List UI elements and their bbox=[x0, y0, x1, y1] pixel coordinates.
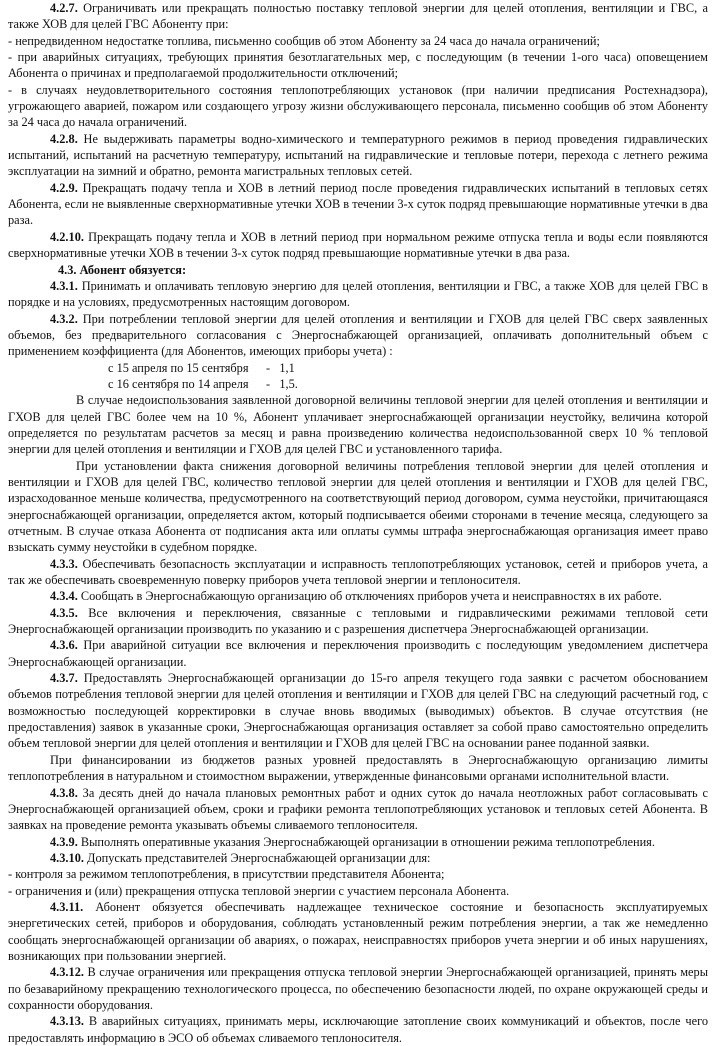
section-4-3-part2 bbox=[8, 392, 708, 1046]
paragraph-p427b bbox=[8, 49, 708, 82]
clause-text: - непредвиденном недостатке топлива, письменно сообщив об этом Абоненту за 24 часа до начала ограничений; bbox=[8, 33, 600, 48]
clause-text: Допускать представителей Энергоснабжающей организации для: bbox=[83, 850, 431, 865]
clause-text: - в случаях неудовлетворительного состояния теплопотребляющих установок (при наличии предписания Ростехнадзора), угрожающего аварией, пожаром или создающего угрозу жизни обслуживающего персонала, письменно сообщив об этом Абоненту за 24 часа до начала ограничений. bbox=[8, 82, 708, 130]
paragraph-p437 bbox=[8, 670, 708, 752]
clause-number: 4.2.9. bbox=[50, 180, 78, 195]
paragraph-p432b bbox=[8, 392, 708, 457]
clause-text: - при аварийных ситуациях, требующих принятия безотлагательных мер, с последующим (в течении 1-ого часа) оповещением Абонента о причинах и предполагаемой продолжительности отключений; bbox=[8, 50, 708, 81]
paragraph-p433 bbox=[8, 556, 708, 589]
paragraph-p4210 bbox=[8, 229, 708, 262]
clause-text: Выполнять оперативные указания Энергоснабжающей организации в отношении режима теплопотребления. bbox=[77, 834, 655, 849]
paragraph-p432c bbox=[8, 458, 708, 556]
clause-text: В случае ограничения или прекращения отпуска тепловой энергии Энергоснабжающей организацией, принять меры по безаварийному прекращению технологического процесса, по обеспечению безопасности людей, по охране окружающей среды и сохранности оборудования. bbox=[8, 965, 708, 1012]
clause-text: При финансировании из бюджетов разных уровней предоставлять в Энергоснабжающую организацию лимиты теплопотребления в натуральном и стоимостном выражении, утвержденные финансовыми органами исполнительной власти. bbox=[8, 752, 708, 784]
clause-number: 4.3.6. bbox=[50, 638, 78, 653]
clause-text: - ограничения и (или) прекращения отпуска тепловой энергии с участием персонала Абонента. bbox=[8, 883, 510, 898]
clause-text: Не выдерживать параметры водно-химического и температурного режимов в период проведения гидравлических испытаний, испытаний на расчетную температуру, испытаний на гидравлические и тепловые потери, перехода с летнего режима эксплуатации на зимний и обратно, ремонта магистральных тепловых сетей. bbox=[8, 131, 708, 179]
paragraph-p429 bbox=[8, 180, 708, 229]
paragraph-p4311 bbox=[8, 899, 708, 964]
clause-text: Все включения и переключения, связанные с тепловыми и гидравлическими режимами тепловой сети Энергоснабжающей организации производить по указанию и с разрешения диспетчера Энергоснабжающей организации. bbox=[8, 605, 708, 637]
clause-number: 4.3.11. bbox=[50, 899, 84, 914]
coefficient-value: - 1,1 bbox=[266, 360, 295, 375]
clause-number: 4.3.13. bbox=[50, 1014, 84, 1029]
clause-number: 4.3. Абонент обязуется: bbox=[58, 262, 187, 277]
clause-text: Абонент обязуется обеспечивать надлежащее техническое состояние и безопасность эксплуатируемых энергетических сетей, приборов и оборудования, соблюдать установленный режим потребления энергии, а так же немедленно сообщать энергоснабжающей организации об авариях, о пожарах, неисправностях приборов учета энергии и об иных нарушениях, возникающих при пользовании энергией. bbox=[8, 899, 708, 963]
clause-text: В аварийных ситуациях, принимать меры, исключающие затопление своих коммуникаций и объектов, после чего предоставлять информацию в ЭСО об объемах сливаемого теплоносителя. bbox=[8, 1014, 708, 1045]
coefficient-row-winter bbox=[108, 376, 708, 392]
coefficient-value: - 1,5. bbox=[266, 376, 298, 391]
clause-text: Принимать и оплачивать тепловую энергию для целей отопления, вентиляции и ГВС, а также ХОВ для целей ГВС в порядке и на условиях, предусмотренных настоящим договором. bbox=[8, 278, 708, 310]
paragraph-p428 bbox=[8, 131, 708, 180]
clause-number: 4.3.12. bbox=[50, 965, 84, 980]
clause-text: - контроля за режимом теплопотребления, в присутствии представителя Абонента; bbox=[8, 867, 445, 882]
clause-number: 4.2.10. bbox=[50, 229, 84, 244]
clause-number: 4.3.10. bbox=[50, 850, 84, 865]
clause-number: 4.3.9. bbox=[50, 834, 78, 849]
paragraph-p427c bbox=[8, 82, 708, 131]
paragraph-p4310 bbox=[8, 850, 708, 866]
paragraph-p431 bbox=[8, 278, 708, 311]
clause-text: Обеспечивать безопасность эксплуатации и исправность теплопотребляющих установок, сетей и приборов учета, а так же обеспечивать своевременную поверку приборов учета тепловой энергии и теплоносителя. bbox=[8, 556, 708, 588]
clause-number: 4.3.2. bbox=[50, 311, 78, 326]
coefficient-period: с 15 апреля по 15 сентября bbox=[108, 360, 249, 375]
paragraph-p4312 bbox=[8, 964, 708, 1013]
section-4-2-and-4-3-part1 bbox=[8, 0, 708, 360]
paragraph-p427 bbox=[8, 0, 708, 33]
clause-text: Прекращать подачу тепла и ХОВ в летний период после проведения гидравлических испытаний в тепловых сетях Абонента, если не выявленные сверхнормативные утечки ХОВ в течении 3-х суток подряд превышающие нормативные утечки в два раза. bbox=[8, 180, 708, 228]
paragraph-p4310b bbox=[8, 883, 708, 899]
paragraph-p4313 bbox=[8, 1013, 708, 1046]
paragraph-p436 bbox=[8, 637, 708, 670]
clause-number: 4.3.1. bbox=[50, 278, 78, 293]
clause-number: 4.3.3. bbox=[50, 556, 78, 571]
clause-text: За десять дней до начала плановых ремонтных работ и одних суток до начала неотложных работ согласовывать с Энергоснабжающей организацией объем, сроки и графики ремонта теплопотребляющих установок и тепловых сетей Абонента. В заявках на проведение ремонта указывать объемы сливаемого теплоносителя. bbox=[8, 785, 708, 833]
coefficient-row-summer bbox=[108, 360, 708, 376]
paragraph-p437b bbox=[8, 752, 708, 785]
clause-text: При потреблении тепловой энергии для целей отопления и вентиляции и ГХОВ для целей ГВС сверх заявленных объемов, без предварительного согласования с Энергоснабжающей организацией, оплачивать дополнительный объем с применением коэффициента (для Абонентов, имеющих приборы учета) : bbox=[8, 311, 708, 359]
clause-text: Предоставлять Энергоснабжающей организации до 15-го апреля текущего года заявки с расчетом обоснованием объемов потребления тепловой энергии для целей отопления и вентиляции и ГХОВ для целей ГВС на следующий расчетный год, с возможностью последующей корректировки в случае вновь вводимых (выводимых) объектов. В случае отсутствия (не предоставления) заявок в указанные сроки, Энергоснабжающая организация оставляет за собой право самостоятельно определить объем тепловой энергии для целей отопления и вентиляции и ГХОВ для целей ГВС на основании ранее поданной заявки. bbox=[8, 671, 708, 751]
paragraph-p4310a bbox=[8, 866, 708, 882]
coefficient-period: с 16 сентября по 14 апреля bbox=[108, 376, 249, 391]
clause-number: 4.3.7. bbox=[50, 671, 78, 686]
clause-number: 4.2.7. bbox=[50, 1, 78, 15]
clause-number: 4.3.8. bbox=[50, 785, 78, 800]
coefficient-table bbox=[108, 360, 708, 393]
clause-text: Прекращать подачу тепла и ХОВ в летний период при нормальном режиме отпуска тепла и воды если появляются сверхнормативные утечки ХОВ в течении 3-х суток подряд превышающие нормативные утечки в два раза. bbox=[8, 229, 708, 261]
clause-number: 4.3.4. bbox=[50, 589, 78, 604]
clause-number: 4.2.8. bbox=[50, 131, 78, 146]
paragraph-p435 bbox=[8, 605, 708, 638]
clause-text: При аварийной ситуации все включения и переключения производить с последующим уведомлением диспетчера Энергоснабжающей организации. bbox=[8, 638, 708, 669]
paragraph-p438 bbox=[8, 785, 708, 834]
paragraph-h43 bbox=[8, 262, 708, 278]
clause-text: Ограничивать или прекращать полностью поставку тепловой энергии для целей отопления, вентиляции и ГВС, а также ХОВ для целей ГВС Абоненту при: bbox=[8, 1, 708, 32]
paragraph-p434 bbox=[8, 588, 708, 604]
clause-text: В случае недоиспользования заявленной договорной величины тепловой энергии для целей отопления и вентиляции и ГХОВ для целей ГВС более чем на 10 %, Абонент уплачивает энергоснабжающей организации неустойку, величина которой определяется по результатам расчетов за месяц и равна произведению количества недоиспользованной сверх 10 % тепловой энергии для целей отопления и вентиляции и ГХОВ для целей ГВС и установленного тарифа. bbox=[8, 393, 708, 457]
clause-text: При установлении факта снижения договорной величины потребления тепловой энергии для целей отопления и вентиляции и ГХОВ для целей ГВС, количество тепловой энергии для целей отопления и вентиляции и ГХОВ для целей ГВС, израсходованное меньше количества, предусмотренного на соответствующий период договором, сумма неустойки, причитающаяся энергоснабжающей организации, определяется актом, который подписывается обеими сторонами в течение месяца, следующего за отчетным. В случае отказа Абонента от подписания акта или оплаты суммы штрафа энергоснабжающая организация имеет право взыскать сумму неустойки в судебном порядке. bbox=[8, 458, 708, 555]
clause-text: Сообщать в Энергоснабжающую организацию об отключениях приборов учета и неисправностях в их работе. bbox=[77, 589, 662, 604]
clause-number: 4.3.5. bbox=[50, 605, 78, 620]
paragraph-p427a bbox=[8, 33, 708, 49]
paragraph-p432 bbox=[8, 311, 708, 360]
paragraph-p439 bbox=[8, 834, 708, 850]
